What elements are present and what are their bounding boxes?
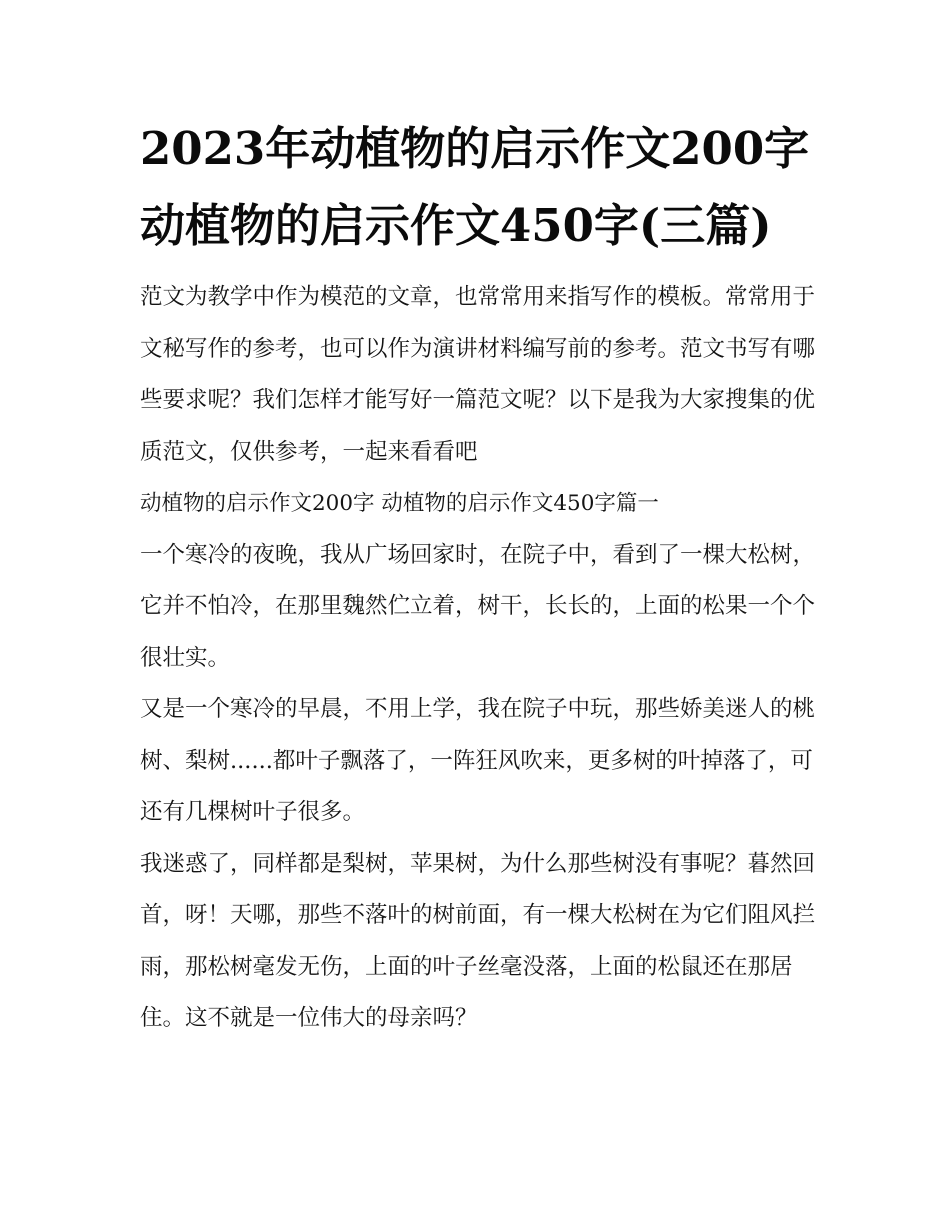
document-body [140,272,820,1045]
section-heading: 动植物的启示作文200字 动植物的启示作文450字篇一 [140,491,659,516]
document-title: 2023年动植物的启示作文200字 动植物的启示作文450字(三篇) [140,122,810,252]
body-paragraph: 又是一个寒冷的早晨，不用上学，我在院子中玩，那些娇美迷人的桃树、梨树......都叶子飘落了，一阵狂风吹来，更多树的叶掉落了，可还有几棵树叶子很多。 [140,696,816,825]
document-page [140,110,820,1045]
body-paragraph: 一个寒冷的夜晚，我从广场回家时，在院子中，看到了一棵大松树，它并不怕冷，在那里魏然伫立着，树干，长长的，上面的松果一个个很壮实。 [140,541,816,671]
intro-paragraph: 范文为教学中作为模范的文章，也常常用来指写作的模板。常常用于文秘写作的参考，也可以作为演讲材料编写前的参考。范文书写有哪些要求呢？我们怎样才能写好一篇范文呢？以下是我为大家搜集的优质范文，仅供参考，一起来看看吧 [140,284,816,465]
body-paragraph: 我迷惑了，同样都是梨树，苹果树，为什么那些树没有事呢？暮然回首，呀！天哪，那些不落叶的树前面，有一棵大松树在为它们阻风拦雨，那松树毫发无伤，上面的叶子丝毫没落，上面的松鼠还在那居住。这不就是一位伟大的母亲吗？ [140,850,816,1031]
